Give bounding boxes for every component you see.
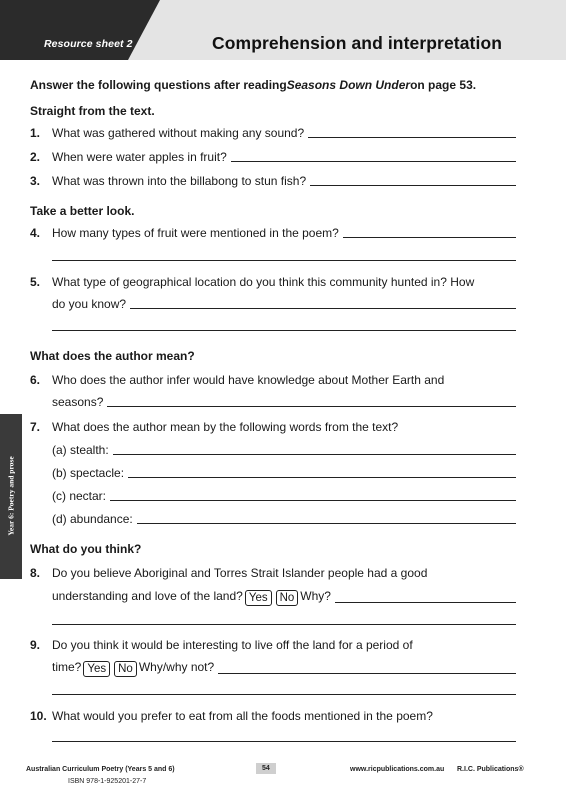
- answer-line[interactable]: [128, 468, 516, 478]
- question-text-cont: seasons?: [52, 395, 104, 409]
- answer-line[interactable]: [335, 593, 516, 603]
- question-number: 4.: [30, 226, 41, 240]
- question-7c: [52, 489, 516, 503]
- answer-line-extra[interactable]: [52, 694, 516, 695]
- no-box[interactable]: No: [276, 590, 299, 606]
- side-tab-label: Year 6: Poetry and prose: [6, 456, 16, 536]
- answer-line[interactable]: [310, 176, 516, 186]
- question-6-cont: [52, 395, 516, 409]
- page-title: Comprehension and interpretation: [212, 33, 503, 53]
- section-heading-better-look: [30, 204, 134, 218]
- section-heading-straight: [30, 104, 155, 118]
- footer-publisher: R.I.C. Publications®: [457, 766, 524, 773]
- yes-box[interactable]: Yes: [245, 590, 272, 606]
- question-number: 9.: [30, 638, 41, 652]
- footer-url: www.ricpublications.com.au: [350, 766, 445, 773]
- question-1: [30, 126, 516, 140]
- question-text: What does the author mean by the following words from the text?: [52, 420, 399, 434]
- question-number: 3.: [30, 174, 41, 188]
- question-9: [30, 638, 516, 652]
- section-heading-text: What do you think?: [30, 542, 142, 556]
- word-label: (d) abundance:: [52, 512, 133, 526]
- answer-line-extra[interactable]: [52, 260, 516, 261]
- answer-line[interactable]: [130, 299, 516, 309]
- why-label: Why?: [300, 589, 331, 603]
- section-heading-text: Straight from the text.: [30, 104, 155, 118]
- answer-line-extra[interactable]: [52, 741, 516, 742]
- question-text-cont: understanding and love of the land?: [52, 589, 243, 603]
- word-label: (c) nectar:: [52, 489, 107, 503]
- question-number: 8.: [30, 566, 41, 580]
- question-text-cont: do you know?: [52, 297, 127, 311]
- question-text: What type of geographical location do you think this community hunted in? How: [52, 275, 475, 289]
- question-number: 10.: [30, 709, 47, 723]
- section-heading-text: What does the author mean?: [30, 349, 195, 363]
- question-number: 1.: [30, 126, 41, 140]
- question-number: 6.: [30, 373, 41, 387]
- question-text: Do you think it would be interesting to live off the land for a period of: [52, 638, 413, 652]
- footer-book-title: Australian Curriculum Poetry (Years 5 and 6): [26, 766, 175, 773]
- section-heading-what-think: [30, 542, 141, 556]
- question-5-cont: [52, 297, 516, 311]
- answer-line-extra[interactable]: [52, 330, 516, 331]
- footer-isbn: ISBN 978-1-925201-27-7: [68, 778, 147, 785]
- question-text: What was thrown into the billabong to stun fish?: [52, 174, 307, 188]
- question-number: 2.: [30, 150, 41, 164]
- answer-line[interactable]: [113, 445, 516, 455]
- question-3: [30, 174, 516, 188]
- question-text: Do you believe Aboriginal and Torres Strait Islander people had a good: [52, 566, 428, 580]
- answer-line[interactable]: [308, 128, 516, 138]
- question-text: What would you prefer to eat from all the foods mentioned in the poem?: [52, 709, 433, 723]
- question-7b: [52, 466, 516, 480]
- question-text: When were water apples in fruit?: [52, 150, 227, 164]
- answer-line[interactable]: [107, 397, 516, 407]
- intro-after: on page 53.: [410, 78, 477, 92]
- question-6: [30, 373, 516, 387]
- question-7: [30, 420, 516, 434]
- answer-line[interactable]: [231, 152, 516, 162]
- question-10: [30, 709, 516, 723]
- answer-line-extra[interactable]: [52, 624, 516, 625]
- word-label: (a) stealth:: [52, 443, 109, 457]
- question-8-cont: [52, 589, 516, 605]
- question-7d: [52, 512, 516, 526]
- intro-instruction: [30, 78, 476, 92]
- question-text-cont: time?: [52, 660, 82, 674]
- question-2: [30, 150, 516, 164]
- question-text: What was gathered without making any sound?: [52, 126, 305, 140]
- section-heading-author-mean: [30, 349, 195, 363]
- question-9-cont: [52, 660, 516, 676]
- intro-poem-title: Seasons Down Under: [286, 78, 411, 92]
- question-7a: [52, 443, 516, 457]
- question-number: 5.: [30, 275, 41, 289]
- why-label: Why/why not?: [138, 660, 215, 674]
- word-label: (b) spectacle:: [52, 466, 125, 480]
- answer-line[interactable]: [137, 514, 516, 524]
- answer-line[interactable]: [218, 664, 516, 674]
- question-text: How many types of fruit were mentioned in the poem?: [52, 226, 339, 240]
- question-4: [30, 226, 516, 240]
- question-8: [30, 566, 516, 580]
- resource-sheet-label: Resource sheet 2: [44, 38, 133, 50]
- page-number: 54: [256, 763, 276, 774]
- no-box[interactable]: No: [114, 661, 137, 677]
- yes-box[interactable]: Yes: [83, 661, 110, 677]
- question-5: [30, 275, 516, 289]
- answer-line[interactable]: [343, 228, 516, 238]
- section-heading-text: Take a better look.: [30, 204, 135, 218]
- question-number: 7.: [30, 420, 41, 434]
- answer-line[interactable]: [110, 491, 516, 501]
- question-text: Who does the author infer would have knowledge about Mother Earth and: [52, 373, 445, 387]
- intro-before: Answer the following questions after reading: [30, 78, 287, 92]
